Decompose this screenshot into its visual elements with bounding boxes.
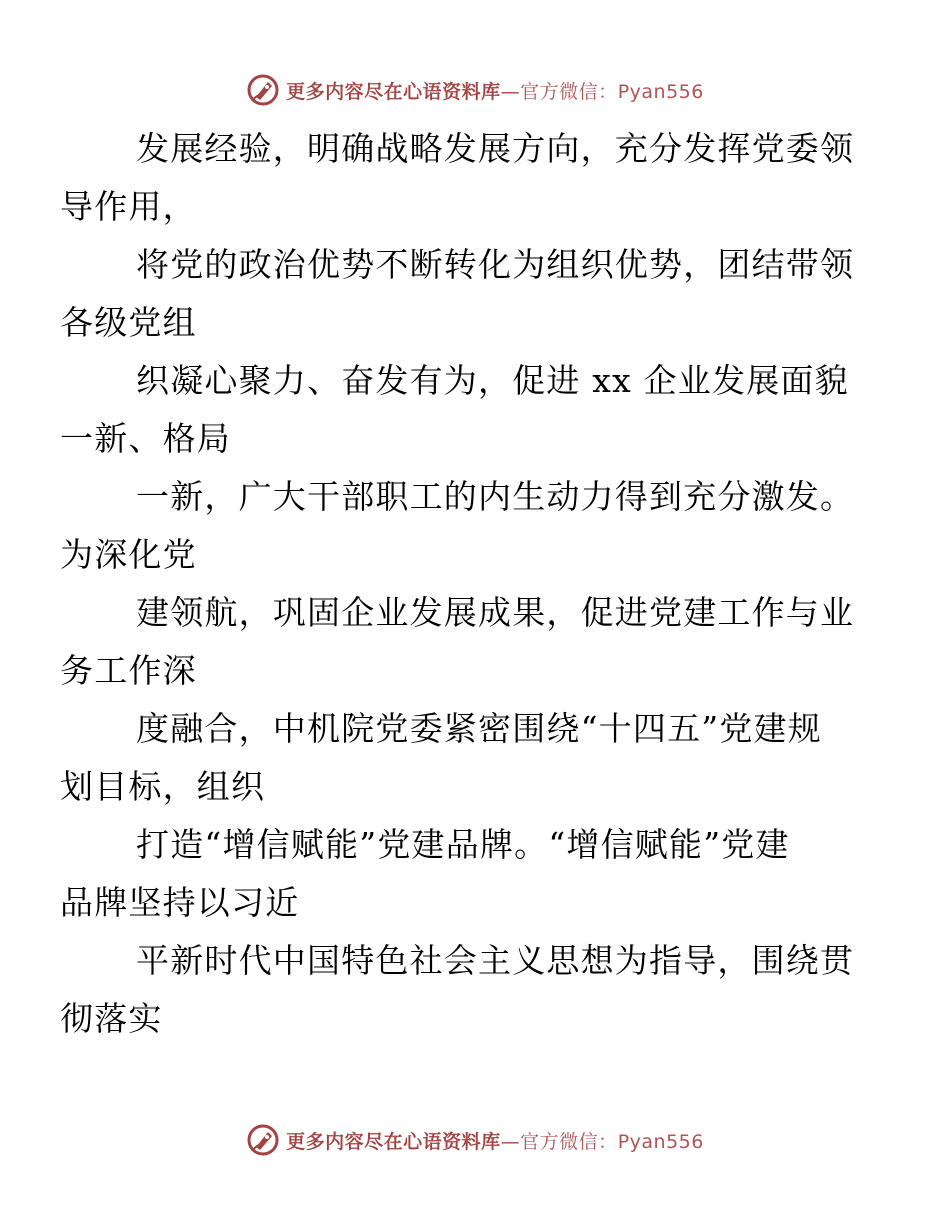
header-banner-handle: Pyan556 bbox=[617, 80, 704, 103]
paragraph-3-line-2: 一新、格局 bbox=[60, 419, 231, 458]
header-banner-text bbox=[286, 77, 704, 104]
footer-banner-sub: 官方微信： bbox=[520, 1130, 618, 1153]
paragraph-7 bbox=[60, 816, 858, 932]
paragraph-1 bbox=[60, 120, 858, 236]
footer-banner-sep: — bbox=[500, 1130, 521, 1153]
paragraph-8-line-2: 彻落实 bbox=[60, 999, 163, 1038]
header-banner bbox=[0, 70, 950, 110]
paragraph-5-line-2: 务工作深 bbox=[60, 651, 197, 690]
paragraph-6 bbox=[60, 700, 858, 816]
paragraph-5-line-1: 建领航，巩固企业发展成果，促进党建工作与业 bbox=[136, 593, 855, 632]
paragraph-8-line-1: 平新时代中国特色社会主义思想为指导，围绕贯 bbox=[136, 941, 855, 980]
document-body bbox=[60, 120, 858, 1048]
paragraph-4 bbox=[60, 468, 858, 584]
paragraph-1-line-2: 导作用， bbox=[60, 187, 197, 226]
paragraph-3-line-1: 织凝心聚力、奋发有为，促进 xx 企业发展面貌 bbox=[136, 361, 849, 400]
paragraph-2-line-2: 各级党组 bbox=[60, 303, 197, 342]
footer-banner-handle: Pyan556 bbox=[617, 1130, 704, 1153]
paragraph-2-line-1: 将党的政治优势不断转化为组织优势，团结带领 bbox=[136, 245, 855, 284]
paragraph-5 bbox=[60, 584, 858, 700]
paragraph-1-line-1: 发展经验，明确战略发展方向，充分发挥党委领 bbox=[136, 129, 855, 168]
paragraph-7-line-2: 品牌坚持以习近 bbox=[60, 883, 300, 922]
footer-banner-text bbox=[286, 1127, 704, 1154]
pen-nib-logo-icon bbox=[246, 1123, 280, 1157]
paragraph-6-line-2: 划目标，组织 bbox=[60, 767, 266, 806]
footer-banner bbox=[0, 1120, 950, 1160]
paragraph-4-line-1: 一新，广大干部职工的内生动力得到充分激发。 bbox=[136, 477, 855, 516]
header-banner-sep: — bbox=[500, 80, 521, 103]
paragraph-3 bbox=[60, 352, 858, 468]
header-banner-main: 更多内容尽在心语资料库 bbox=[286, 80, 501, 103]
header-banner-sub: 官方微信： bbox=[520, 80, 618, 103]
footer-banner-main: 更多内容尽在心语资料库 bbox=[286, 1130, 501, 1153]
paragraph-8 bbox=[60, 932, 858, 1048]
paragraph-6-line-1: 度融合，中机院党委紧密围绕“十四五”党建规 bbox=[136, 709, 822, 748]
pen-nib-logo-icon bbox=[246, 73, 280, 107]
paragraph-7-line-1: 打造“增信赋能”党建品牌。“增信赋能”党建 bbox=[136, 825, 790, 864]
paragraph-2 bbox=[60, 236, 858, 352]
paragraph-4-line-2: 为深化党 bbox=[60, 535, 197, 574]
